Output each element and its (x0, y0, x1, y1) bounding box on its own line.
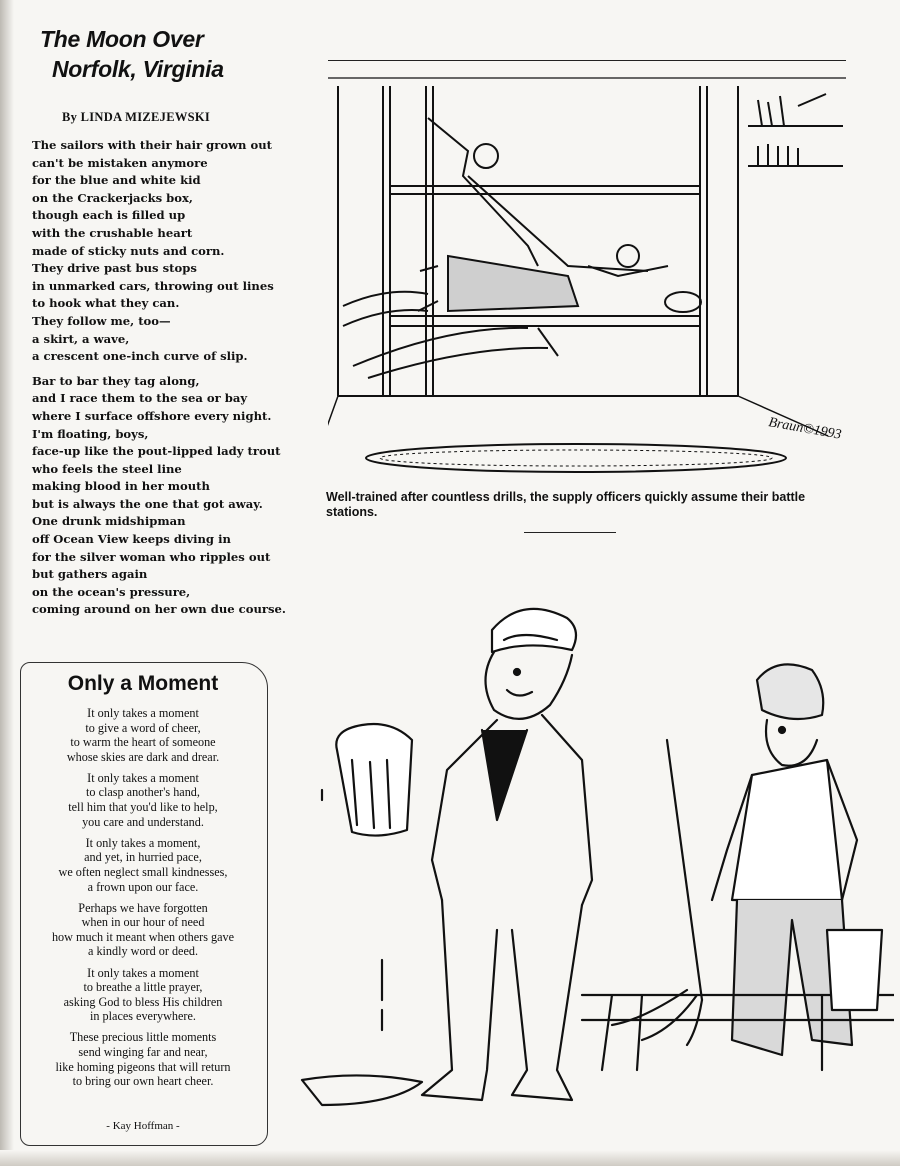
poem-line: It only takes a moment, (85, 835, 201, 850)
poem-line: like homing pigeons that will return (55, 1059, 231, 1074)
poem-line: where I surface offshore every night. (32, 408, 272, 423)
poem-line: and yet, in hurried pace, (84, 850, 202, 865)
poem-line: made of sticky nuts and corn. (32, 243, 225, 258)
poem-line: how much it meant when others gave (51, 929, 235, 944)
stanza (20, 706, 266, 764)
stanza (20, 901, 266, 959)
poem-line: They follow me, too— (32, 313, 171, 328)
poem-line: making blood in her mouth (32, 479, 210, 494)
poem-title-line: The Moon Over (40, 26, 204, 52)
stanza (20, 1030, 266, 1088)
poem-body (32, 137, 286, 619)
poem-line: One drunk midshipman (32, 514, 186, 529)
poem-line: whose skies are dark and drear. (66, 749, 220, 764)
poem-line: a frown upon our face. (87, 879, 199, 894)
bunk-cartoon-illustration (328, 66, 846, 486)
poem-line: when in our hour of need (81, 915, 205, 930)
poem-line: tell him that you'd like to help, (68, 800, 218, 815)
poem-line: a kindly word or deed. (88, 944, 198, 959)
poem-line: They drive past bus stops (32, 261, 197, 276)
poem-line: to give a word of cheer, (85, 720, 201, 735)
poem-line: but gathers again (32, 567, 148, 582)
stanza (32, 373, 286, 619)
page-bottom-shadow (0, 1150, 900, 1166)
caption-rule (524, 532, 616, 533)
poem-line: It only takes a moment (87, 770, 199, 785)
poem-line: a skirt, a wave, (32, 331, 130, 346)
poem-line: for the silver woman who ripples out (32, 549, 271, 564)
poem-line: on the ocean's pressure, (32, 584, 191, 599)
poem-line: asking God to bless His children (63, 994, 223, 1009)
stanza (32, 137, 277, 366)
poem-line: for the blue and white kid (32, 173, 201, 188)
poem-line: a crescent one-inch curve of slip. (32, 349, 248, 364)
poem-line: you care and understand. (82, 814, 204, 829)
poem-line: we often neglect small kindnesses, (58, 864, 228, 879)
poem-line: to warm the heart of someone (70, 735, 216, 750)
poem-line: send winging far and near, (78, 1044, 208, 1059)
poem-line: to bring our own heart cheer. (72, 1074, 214, 1089)
poem2-author: - Kay Hoffman - (106, 1120, 180, 1132)
poem-line: Bar to bar they tag along, (32, 373, 200, 388)
poem-line: in unmarked cars, throwing out lines (32, 278, 274, 293)
poem-line: coming around on her own due course. (32, 602, 286, 617)
poem-line: It only takes a moment (87, 706, 199, 720)
poem-line: and I race them to the sea or bay (32, 391, 248, 406)
poem-line: to clasp another's hand, (86, 785, 200, 800)
poem-line: to breathe a little prayer, (83, 980, 203, 995)
cartoon-caption: Well-trained after countless drills, the supply officers quickly assume their battle stations. (326, 490, 806, 519)
stanza (20, 836, 266, 894)
stanza (20, 966, 266, 1024)
top-rule (328, 60, 846, 61)
poem-line: who feels the steel line (32, 461, 182, 476)
poem-line: but is always the one that got away. (32, 496, 263, 511)
poem-line: can't be mistaken anymore (32, 155, 208, 170)
poem2-title: Only a Moment (67, 672, 219, 695)
poem-line: off Ocean View keeps diving in (32, 532, 231, 547)
poem-line: I'm floating, boys, (32, 426, 149, 441)
poem-line: It only takes a moment (87, 965, 199, 980)
stanza (20, 771, 266, 829)
poem-line: to hook what they can. (32, 296, 180, 311)
poem-line: The sailors with their hair grown out (32, 138, 273, 152)
poem-line: with the crushable heart (32, 225, 193, 240)
poem-title-line: Norfolk, Virginia (52, 56, 224, 82)
poem-line: These precious little moments (69, 1030, 217, 1045)
poem-line: though each is filled up (32, 208, 186, 223)
poem-title (40, 24, 280, 84)
poem-line: on the Crackerjacks box, (32, 190, 193, 205)
poem-line: in places everywhere. (90, 1009, 196, 1024)
poem-byline: By LINDA MIZEJEWSKI (62, 110, 211, 124)
poem-line: Perhaps we have forgotten (78, 900, 208, 915)
poem-line: face-up like the pout-lipped lady trout (32, 444, 281, 459)
poem2-body (20, 706, 266, 1089)
cartoon-signature: Braun©1993 (767, 415, 843, 443)
sailor-mop-cartoon-illustration (282, 600, 894, 1150)
page-edge-shadow (0, 0, 14, 1166)
